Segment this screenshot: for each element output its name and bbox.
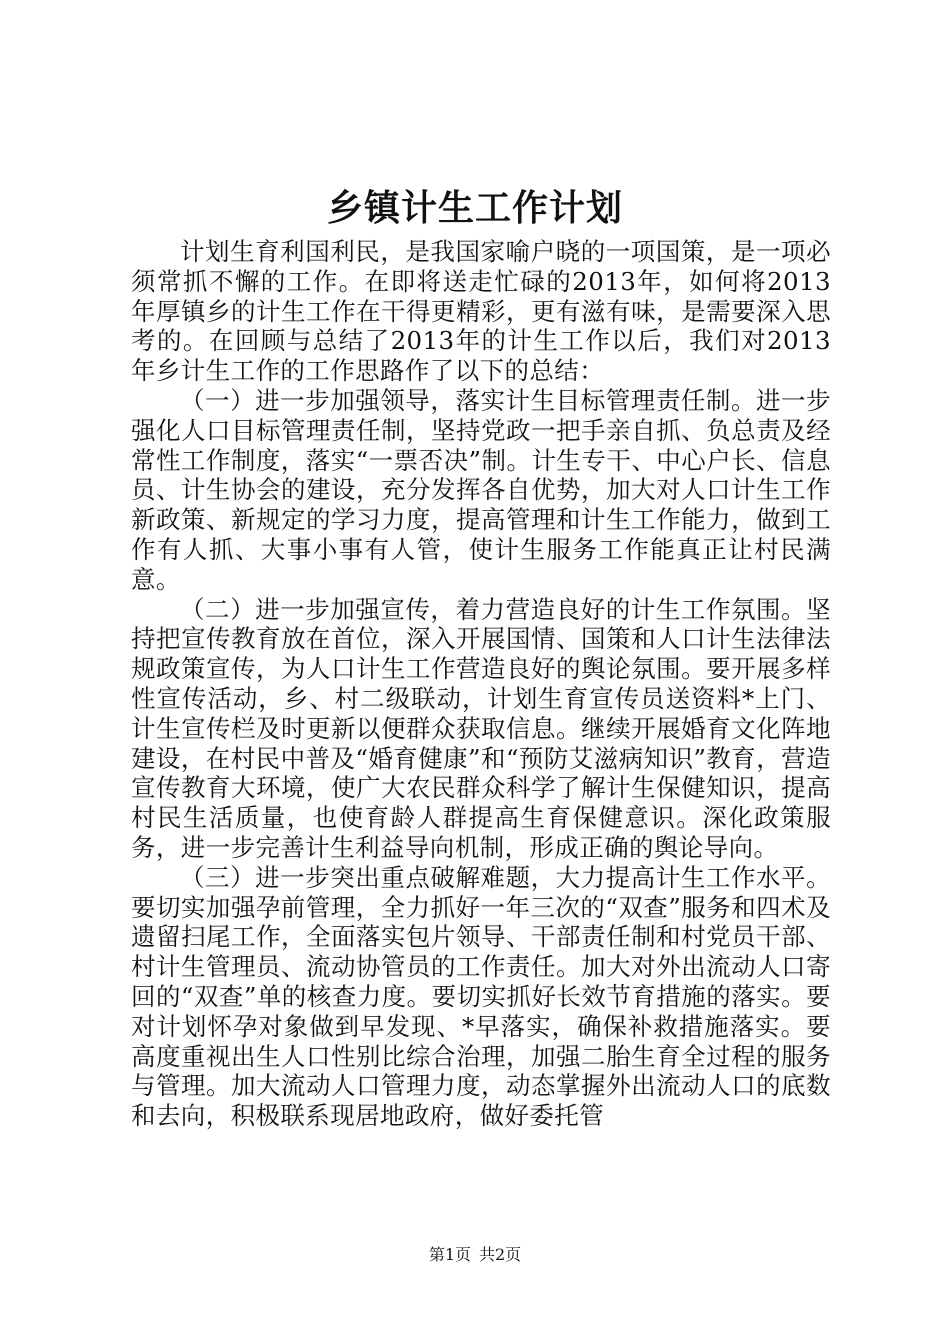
paragraph-section-1: （一）进一步加强领导，落实计生目标管理责任制。进一步强化人口目标管理责任制，坚持党政一把手亲自抓、负总责及经常性工作制度，落实“一票否决”制。计生专干、中心户长、信息员、计生协会的建设，充分发挥各自优势，加大对人口计生工作新政策、新规定的学习力度，提高管理和计生工作能力，做到工作有人抓、大事小事有人管，使计生服务工作能真正让村民满意。 <box>131 385 831 594</box>
page-footer <box>0 1244 950 1266</box>
paragraph-section-2: （二）进一步加强宣传，着力营造良好的计生工作氛围。坚持把宣传教育放在首位，深入开展国情、国策和人口计生法律法规政策宣传，为人口计生工作营造良好的舆论氛围。要开展多样性宣传活动，乡、村二级联动，计划生育宣传员送资料*上门、计生宣传栏及时更新以便群众获取信息。继续开展婚育文化阵地建设，在村民中普及“婚育健康”和“预防艾滋病知识”教育，营造宣传教育大环境，使广大农民群众科学了解计生保健知识，提高村民生活质量，也使育龄人群提高生育保健意识。深化政策服务，进一步完善计生利益导向机制，形成正确的舆论导向。 <box>131 594 831 862</box>
document-body <box>131 237 831 1131</box>
page-number-total: 共2页 <box>479 1245 522 1264</box>
paragraph-intro: 计划生育利国利民，是我国家喻户晓的一项国策，是一项必须常抓不懈的工作。在即将送走忙碌的2013年，如何将2013年厚镇乡的计生工作在干得更精彩，更有滋有味，是需要深入思考的。在回顾与总结了2013年的计生工作以后，我们对2013年乡计生工作的工作思路作了以下的总结： <box>131 237 831 386</box>
document-title: 乡镇计生工作计划 <box>326 187 623 229</box>
paragraph-section-3: （三）进一步突出重点破解难题，大力提高计生工作水平。要切实加强孕前管理，全力抓好一年三次的“双查”服务和四术及遗留扫尾工作，全面落实包片领导、干部责任制和村党员干部、村计生管理员、流动协管员的工作责任。加大对外出流动人口寄回的“双查”单的核查力度。要切实抓好长效节育措施的落实。要对计划怀孕对象做到早发现、*早落实，确保补救措施落实。要高度重视出生人口性别比综合治理，加强二胎生育全过程的服务与管理。加大流动人口管理力度，动态掌握外出流动人口的底数和去向，积极联系现居地政府，做好委托管 <box>131 862 831 1131</box>
page-number-current: 第1页 <box>428 1245 471 1264</box>
